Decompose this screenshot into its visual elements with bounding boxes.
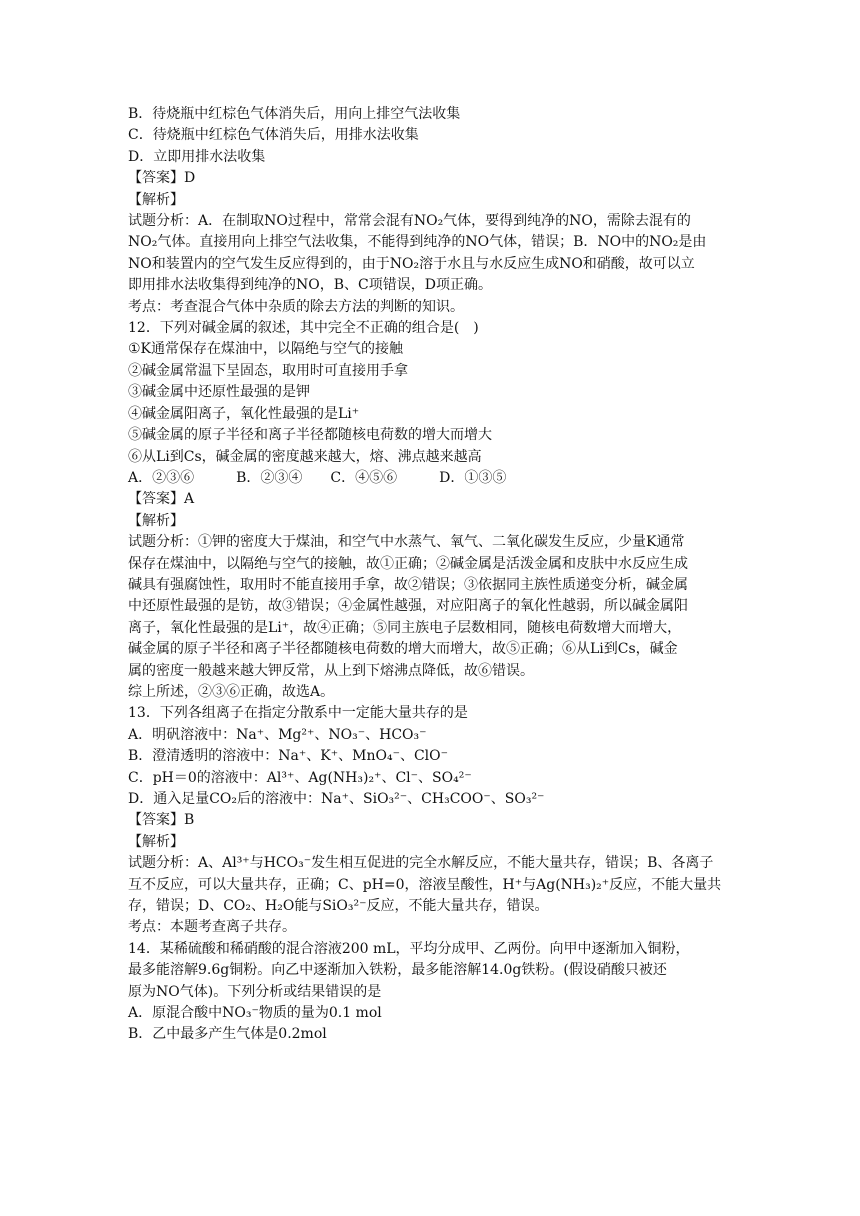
option-line: D．立即用排水法收集 xyxy=(128,148,266,165)
option-line: D．通入足量CO₂后的溶液中：Na⁺、SiO₃²⁻、CH₃COO⁻、SO₃²⁻ xyxy=(128,791,545,807)
statement-line: ④碱金属阳离子，氧化性最强的是Li⁺ xyxy=(128,405,360,422)
test-point: 考点：本题考查离子共存。 xyxy=(128,919,296,936)
analysis-text: NO₂气体。直接用向上排空气法收集，不能得到纯净的NO气体，错误；B．NO中的NO₂是由 xyxy=(128,234,707,251)
option-line: C．待烧瓶中红棕色气体消失后，用排水法收集 xyxy=(128,127,419,144)
analysis-text: NO和装置内的空气发生反应得到的，由于NO₂溶于水且与水反应生成NO和硝酸，故可以立 xyxy=(128,255,695,272)
choices-line: A．②③⑥ B．②③④ C．④⑤⑥ D．①③⑤ xyxy=(128,469,507,486)
question-14: 14．某稀硫酸和稀硝酸的混合溶液200 mL，平均分成甲、乙两份。向甲中逐渐加入铜粉， xyxy=(128,940,690,957)
option-line: C．pH＝0的溶液中：Al³⁺、Ag(NH₃)₂⁺、Cl⁻、SO₄²⁻ xyxy=(128,769,472,786)
document-page xyxy=(128,104,738,1046)
analysis-text: 碱金属的原子半径和离子半径都随核电荷数的增大而增大，故⑤正确；⑥从Li到Cs，碱金 xyxy=(128,641,678,658)
question-14-text: 最多能溶解9.6g铜粉。向乙中逐渐加入铁粉，最多能溶解14.0g铁粉。(假设硝酸只被还 xyxy=(128,962,667,979)
summary-line: 综上所述，②③⑥正确，故选A。 xyxy=(128,683,335,700)
question-12: 12．下列对碱金属的叙述，其中完全不正确的组合是( ) xyxy=(128,320,479,337)
question-14-text: 原为NO气体)。下列分析或结果错误的是 xyxy=(128,983,382,1000)
analysis-text: 中还原性最强的是钫，故③错误；④金属性越强，对应阳离子的氧化性越弱，所以碱金属阳 xyxy=(128,598,688,615)
analysis-text: 存，错误；D、CO₂、H₂O能与SiO₃²⁻反应，不能大量共存，错误。 xyxy=(128,898,549,915)
statement-line: ②碱金属常温下呈固态，取用时可直接用手拿 xyxy=(128,362,408,379)
statement-line: ①K通常保存在煤油中，以隔绝与空气的接触 xyxy=(128,341,404,358)
question-13: 13．下列各组离子在指定分散系中一定能大量共存的是 xyxy=(128,705,468,722)
analysis-text: 试题分析：①钾的密度大于煤油，和空气中水蒸气、氧气、二氧化碳发生反应，少量K通常 xyxy=(128,534,685,551)
test-point: 考点：考查混合气体中杂质的除去方法的判断的知识。 xyxy=(128,298,464,315)
analysis-label: 【解析】 xyxy=(128,191,184,208)
option-line: A．原混合酸中NO₃⁻物质的量为0.1 mol xyxy=(128,1005,382,1022)
option-line: A．明矾溶液中：Na⁺、Mg²⁺、NO₃⁻、HCO₃⁻ xyxy=(128,726,427,743)
statement-line: ③碱金属中还原性最强的是钾 xyxy=(128,384,310,401)
analysis-text: 属的密度一般越来越大钾反常，从上到下熔沸点降低，故⑥错误。 xyxy=(128,662,534,679)
statement-line: ⑥从Li到Cs，碱金属的密度越来越大，熔、沸点越来越高 xyxy=(128,448,482,465)
answer-label: 【答案】A xyxy=(128,491,195,508)
statement-line: ⑤碱金属的原子半径和离子半径都随核电荷数的增大而增大 xyxy=(128,427,492,444)
analysis-label: 【解析】 xyxy=(128,833,184,850)
analysis-text: 试题分析：A．在制取NO过程中，常常会混有NO₂气体，要得到纯净的NO，需除去混有的 xyxy=(128,213,691,230)
analysis-text: 碱具有强腐蚀性，取用时不能直接用手拿，故②错误；③依据同主族性质递变分析，碱金属 xyxy=(128,576,688,593)
answer-label: 【答案】D xyxy=(128,170,196,187)
analysis-text: 试题分析：A、Al³⁺与HCO₃⁻发生相互促进的完全水解反应，不能大量共存，错误；B、各离子 xyxy=(128,855,714,872)
analysis-label: 【解析】 xyxy=(128,512,184,529)
option-line: B．乙中最多产生气体是0.2mol xyxy=(128,1026,327,1043)
option-line: B．待烧瓶中红棕色气体消失后，用向上排空气法收集 xyxy=(128,106,461,122)
option-line: B．澄清透明的溶液中：Na⁺、K⁺、MnO₄⁻、ClO⁻ xyxy=(128,748,449,765)
analysis-text: 互不反应，可以大量共存，正确；C、pH=0，溶液呈酸性，H⁺与Ag(NH₃)₂⁺反应，不能大量共 xyxy=(128,876,722,893)
answer-label: 【答案】B xyxy=(128,812,195,829)
analysis-text: 保存在煤油中，以隔绝与空气的接触，故①正确；②碱金属是活泼金属和皮肤中水反应生成 xyxy=(128,555,688,572)
analysis-text: 离子，氧化性最强的是Li⁺，故④正确；⑤同主族电子层数相同，随核电荷数增大而增大， xyxy=(128,619,682,636)
analysis-text: 即用排水法收集得到纯净的NO，B、C项错误，D项正确。 xyxy=(128,277,492,294)
